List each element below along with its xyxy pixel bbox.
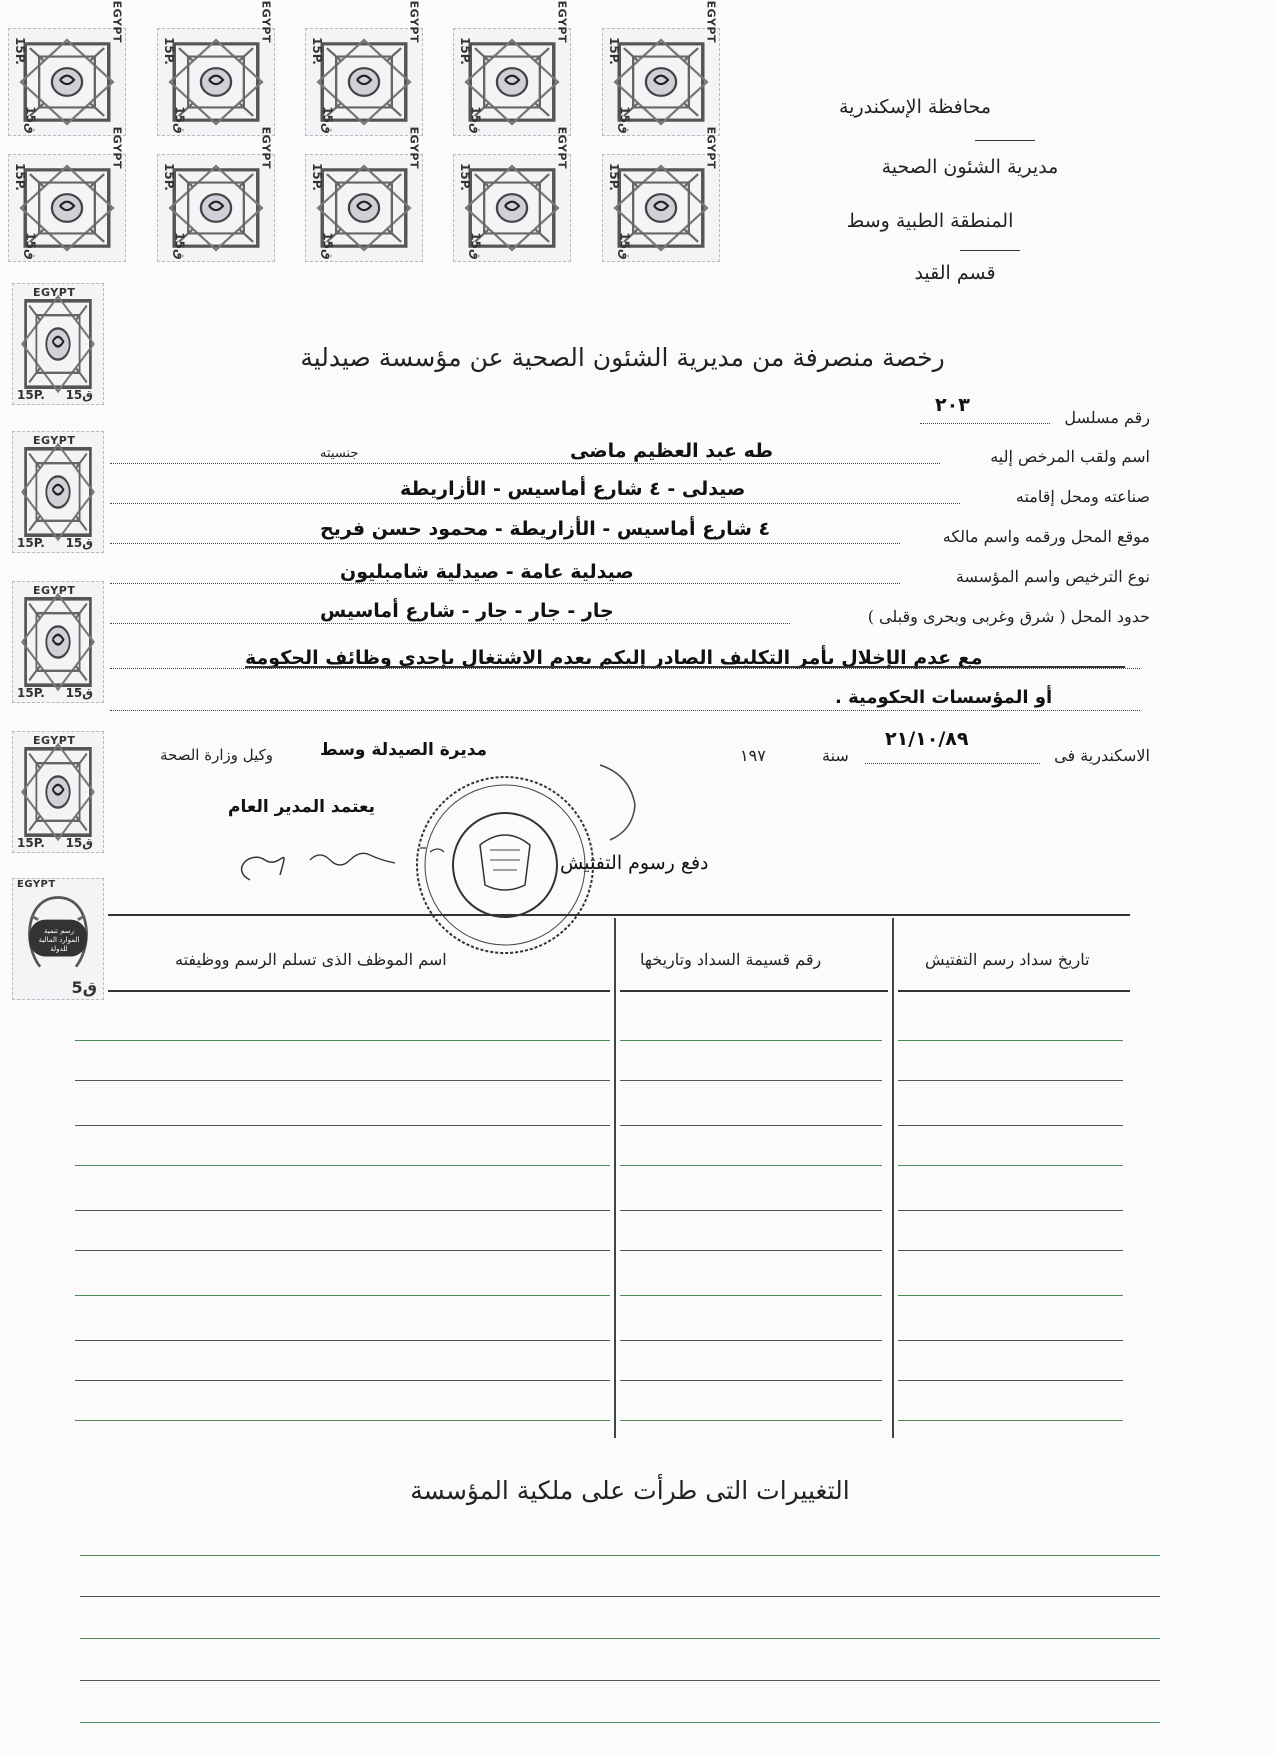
stamp-value: 15P. — [162, 37, 176, 65]
header-divider — [960, 250, 1020, 251]
stamp-value-arabic: 15ق — [172, 232, 187, 260]
development-fee-stamp — [12, 878, 104, 1000]
revenue-stamp — [12, 581, 104, 703]
fees-table-row-line — [620, 1040, 882, 1041]
stamp-value: 15P. — [13, 37, 27, 65]
location-underline — [110, 543, 900, 544]
revenue-stamp — [305, 0, 423, 136]
revenue-stamp — [12, 731, 104, 853]
stamp-value-arabic: 15ق — [617, 232, 632, 260]
year-value: ١٩٧ — [740, 746, 766, 765]
fees-table-row-line — [898, 1250, 1123, 1251]
revenue-stamp — [453, 0, 571, 136]
stamp-country: EGYPT — [33, 286, 76, 299]
stamp-country: EGYPT — [407, 0, 420, 43]
revenue-stamp — [8, 0, 126, 136]
stamp-value-arabic: 15ق — [468, 232, 483, 260]
deputy-title: وكيل وزارة الصحة — [160, 746, 274, 764]
condition-line-1: مع عدم الإخلال بأمر التكليف الصادر إليكم بعدم الاشتغال بإحدى وظائف الحكومة — [245, 647, 983, 669]
stamp-country: EGYPT — [33, 434, 76, 447]
fees-table-row-line — [620, 1420, 882, 1421]
serial-value: ٢٠٣ — [935, 394, 970, 416]
fees-table-row-line — [75, 1420, 610, 1421]
stamp-value-arabic: 15ق — [172, 106, 187, 134]
changes-row-line — [80, 1722, 1160, 1723]
section-label: قسم القيد — [914, 262, 996, 284]
stamp-value-arabic: 15ق — [468, 106, 483, 134]
stamp-country: EGYPT — [704, 0, 717, 43]
stamp-value: 15P. — [310, 163, 324, 191]
profession-label: صناعته ومحل إقامته — [1015, 487, 1150, 506]
fees-table-row-line — [75, 1125, 610, 1126]
stamp-value: 15P. — [458, 163, 472, 191]
fees-col-employee: اسم الموظف الذى تسلم الرسم ووظيفته — [175, 950, 447, 969]
revenue-stamp — [305, 126, 423, 262]
profession-underline — [110, 503, 960, 504]
stamp-country: EGYPT — [259, 126, 272, 169]
fees-table-row-line — [75, 1165, 610, 1166]
name-value: طه عبد العظيم ماضى — [570, 440, 773, 462]
fees-heading: دفع رسوم التفتيش — [560, 852, 709, 874]
stamp-value-arabic: 15ق — [65, 836, 93, 850]
date-value: ٢١/١٠/٨٩ — [885, 728, 969, 750]
document-title: رخصة منصرفة من مديرية الشئون الصحية عن مؤسسة صيدلية — [300, 343, 945, 372]
fees-table-row-line — [898, 1040, 1123, 1041]
fees-table-top — [108, 914, 1130, 916]
fees-table-row-line — [620, 1165, 882, 1166]
fees-table-row-line — [620, 1125, 882, 1126]
changes-row-line — [80, 1596, 1160, 1597]
revenue-stamp — [12, 431, 104, 553]
stamp-value: ق5 — [71, 978, 97, 997]
bounds-underline — [110, 623, 790, 624]
stamp-value-arabic: 15ق — [23, 106, 38, 134]
stamp-country: EGYPT — [33, 734, 76, 747]
directorate-label: مديرية الشئون الصحية — [881, 156, 1059, 178]
revenue-stamp — [602, 126, 720, 262]
fees-table-row-line — [898, 1340, 1123, 1341]
seal-partial — [590, 755, 650, 845]
fees-table-row-line — [75, 1340, 610, 1341]
fees-table-row-line — [898, 1210, 1123, 1211]
stamp-value: 15P. — [13, 163, 27, 191]
location-value: ٤ شارع أماسيس - الأزاريطة - محمود حسن فريح — [320, 518, 771, 540]
stamp-country: EGYPT — [407, 126, 420, 169]
stamp-value-arabic: 15ق — [23, 232, 38, 260]
fees-col-payment-date: تاريخ سداد رسم التفتيش — [925, 950, 1090, 969]
fees-table-row-line — [75, 1295, 610, 1296]
profession-value: صيدلى - ٤ شارع أماسيس - الأزاريطة — [400, 478, 746, 500]
stamp-country: EGYPT — [110, 126, 123, 169]
stamp-country: EGYPT — [110, 0, 123, 43]
stamp-value-arabic: 15ق — [617, 106, 632, 134]
revenue-stamp — [453, 126, 571, 262]
changes-row-line — [80, 1638, 1160, 1639]
changes-row-line — [80, 1680, 1160, 1681]
year-label: سنة — [822, 746, 849, 765]
type-value: صيدلية عامة - صيدلية شامبليون — [340, 561, 634, 583]
fees-table-row-line — [75, 1250, 610, 1251]
location-label: موقع المحل ورقمه واسم مالكه — [942, 527, 1150, 546]
stamp-value: 15P. — [17, 686, 45, 700]
stamp-country: EGYPT — [555, 126, 568, 169]
stamp-country: EGYPT — [555, 0, 568, 43]
condition-underline-2 — [110, 710, 1140, 711]
city-date-label: الاسكندرية فى — [1054, 746, 1150, 765]
fees-col-receipt-number: رقم قسيمة السداد وتاريخها — [640, 950, 822, 969]
fees-header-rule — [620, 990, 888, 992]
bounds-label: حدود المحل ( شرق وغربى وبحرى وقبلى ) — [867, 607, 1150, 626]
serial-underline — [920, 423, 1050, 424]
fees-table-row-line — [620, 1250, 882, 1251]
condition-line-2: أو المؤسسات الحكومية . — [835, 687, 1053, 708]
serial-label: رقم مسلسل — [1064, 408, 1150, 427]
fees-column-divider — [892, 918, 894, 1438]
bounds-value: جار - جار - جار - شارع أماسيس — [320, 600, 614, 622]
fees-table-row-line — [898, 1080, 1123, 1081]
fees-table-row-line — [620, 1080, 882, 1081]
nationality-label: جنسيته — [320, 446, 359, 461]
stamp-value-arabic: 15ق — [65, 686, 93, 700]
fees-table-row-line — [620, 1380, 882, 1381]
zone-label: المنطقة الطبية وسط — [846, 210, 1014, 232]
fees-table-row-line — [75, 1210, 610, 1211]
changes-row-line — [80, 1555, 1160, 1556]
stamp-value-arabic: 15ق — [320, 232, 335, 260]
stamp-value-arabic: 15ق — [65, 388, 93, 402]
fees-table-row-line — [620, 1340, 882, 1341]
stamp-value: 15P. — [607, 37, 621, 65]
governorate-label: محافظة الإسكندرية — [838, 96, 991, 118]
stamp-country: EGYPT — [33, 584, 76, 597]
fees-header-rule — [898, 990, 1130, 992]
revenue-stamp — [8, 126, 126, 262]
header-divider — [975, 140, 1035, 141]
stamp-value-arabic: 15ق — [320, 106, 335, 134]
revenue-stamp — [157, 0, 275, 136]
stamp-value: 15P. — [162, 163, 176, 191]
revenue-stamp — [157, 126, 275, 262]
fees-table-row-line — [75, 1080, 610, 1081]
fees-table-row-line — [898, 1295, 1123, 1296]
stamp-value: 15P. — [17, 388, 45, 402]
date-underline — [865, 763, 1040, 764]
stamp-country: EGYPT — [704, 126, 717, 169]
approval-note: يعتمد المدير العام — [228, 797, 376, 817]
revenue-stamp — [602, 0, 720, 136]
condition-underline-1 — [110, 668, 1140, 669]
fees-table-row-line — [75, 1040, 610, 1041]
fees-table-row-line — [620, 1295, 882, 1296]
fees-header-rule — [108, 990, 610, 992]
name-label: اسم ولقب المرخص إليه — [990, 447, 1150, 466]
fees-table-row-line — [898, 1125, 1123, 1126]
fees-table-row-line — [898, 1420, 1123, 1421]
fees-table-row-line — [898, 1380, 1123, 1381]
revenue-stamp — [12, 283, 104, 405]
changes-heading: التغييرات التى طرأت على ملكية المؤسسة — [410, 1476, 850, 1505]
stamp-value: 15P. — [310, 37, 324, 65]
fees-table-row-line — [898, 1165, 1123, 1166]
stamp-value: 15P. — [17, 536, 45, 550]
stamp-country: EGYPT — [259, 0, 272, 43]
fees-table-row-line — [620, 1210, 882, 1211]
fees-table-row-line — [75, 1380, 610, 1381]
stamp-value: 15P. — [458, 37, 472, 65]
type-label: نوع الترخيص واسم المؤسسة — [955, 567, 1150, 586]
stamp-country: EGYPT — [17, 879, 56, 890]
stamp-value: 15P. — [607, 163, 621, 191]
type-underline — [110, 583, 900, 584]
stamp-inscription: رسم تنمية الموارد المالية للدولة — [38, 927, 80, 953]
fees-column-divider — [614, 918, 616, 1438]
name-underline — [110, 463, 940, 464]
stamp-value: 15P. — [17, 836, 45, 850]
stamp-value-arabic: 15ق — [65, 536, 93, 550]
issuer-name: مديرة الصيدلة وسط — [320, 740, 488, 760]
